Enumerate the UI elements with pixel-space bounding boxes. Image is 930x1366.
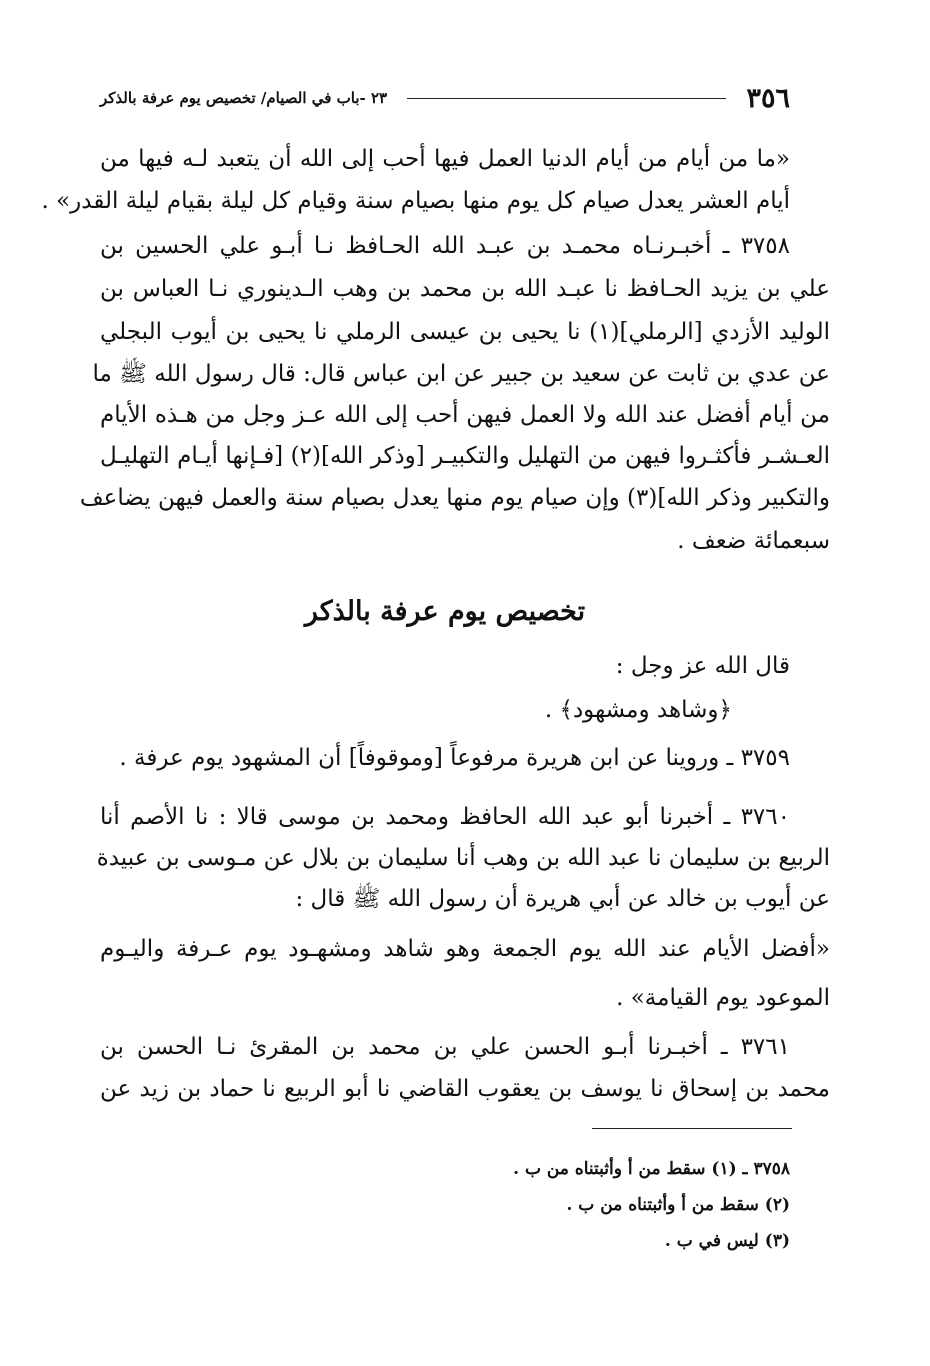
footnote: (٢) سقط من أ وأثبتناه من ب . xyxy=(566,1195,790,1215)
text-line: العـشـر فأكثـروا فيهن من التهليل والتكبيـر [وذكر الله](٢) [فـإنها أيـام التهليـل xyxy=(100,443,831,469)
page-number: ٣٥٦ xyxy=(746,82,790,114)
text-line: والتكبير وذكر الله](٣) وإن صيام يوم منها يعدل بصيام سنة والعمل فيهن يضاعف xyxy=(79,485,830,511)
footnote: ٣٧٥٨ ـ (١) سقط من أ وأثبتناه من ب . xyxy=(513,1159,790,1179)
text-line: ٣٧٦١ ـ أخبـرنا أبـو الحسن علي بن محمد بن المقرئ نـا الحسن بن xyxy=(100,1034,790,1060)
text-line: الربيع بن سليمان نا عبد الله بن وهب أنا سليمان بن بلال عن مـوسى بن عبيدة xyxy=(96,845,830,871)
text-line: ٣٧٥٩ ـ وروينا عن ابن هريرة مرفوعاً [وموقوفاً] أن المشهود يوم عرفة . xyxy=(119,745,790,771)
text-line: الوليد الأزدي [الرملي](١) نا يحيى بن عيسى الرملي نا يحيى بن أيوب البجلي xyxy=(100,319,831,345)
text-line: محمد بن إسحاق نا يوسف بن يعقوب القاضي نا أبو الربيع نا حماد بن زيد عن xyxy=(100,1076,830,1102)
text-line: من أيام أفضل عند الله ولا العمل فيهن أحب إلى الله عـز وجل من هـذه الأيام xyxy=(100,402,830,428)
text-line: علي بن يزيد الحـافظ نا عبـد الله بن محمد بن وهب الـدينوري نـا العباس بن xyxy=(100,276,830,302)
footnote: (٣) ليس في ب . xyxy=(664,1231,790,1251)
page-header xyxy=(100,78,790,118)
text-line: ٣٧٦٠ ـ أخبرنا أبو عبد الله الحافظ ومحمد بن موسى قالا : نا الأصم أنا xyxy=(100,804,790,830)
text-line: الموعود يوم القيامة» . xyxy=(616,985,830,1011)
text-line: عن عدي بن ثابت عن سعيد بن جبير عن ابن عباس قال: قال رسول الله ﷺ ما xyxy=(92,361,830,387)
section-heading: تخصيص يوم عرفة بالذكر xyxy=(304,596,586,627)
text-line: «ما من أيام من أيام الدنيا العمل فيها أحب إلى الله أن يتعبد لـه فيها من xyxy=(100,146,790,172)
footnote-rule xyxy=(592,1128,792,1129)
text-line: قال الله عز وجل : xyxy=(615,653,790,679)
text-line: أيام العشر يعدل صيام كل يوم منها بصيام سنة وقيام كل ليلة بقيام ليلة القدر» . xyxy=(41,188,790,214)
header-rule xyxy=(407,98,726,99)
text-line: عن أيوب بن خالد عن أبي هريرة أن رسول الله ﷺ قال : xyxy=(295,886,830,912)
text-line: «أفضل الأيام عند الله يوم الجمعة وهو شاهد ومشهـود يوم عـرفة واليـوم xyxy=(100,936,830,962)
running-title: ٢٣ -باب في الصيام/ تخصيص يوم عرفة بالذكر xyxy=(100,89,388,107)
text-line: سبعمائة ضعف . xyxy=(677,528,830,554)
quran-verse: ﴿وشاهد ومشهود﴾ . xyxy=(544,697,732,723)
text-line: ٣٧٥٨ ـ أخبـرنـاه محمـد بن عبـد الله الحـافظ نـا أبـو علي الحسين بن xyxy=(100,233,790,259)
